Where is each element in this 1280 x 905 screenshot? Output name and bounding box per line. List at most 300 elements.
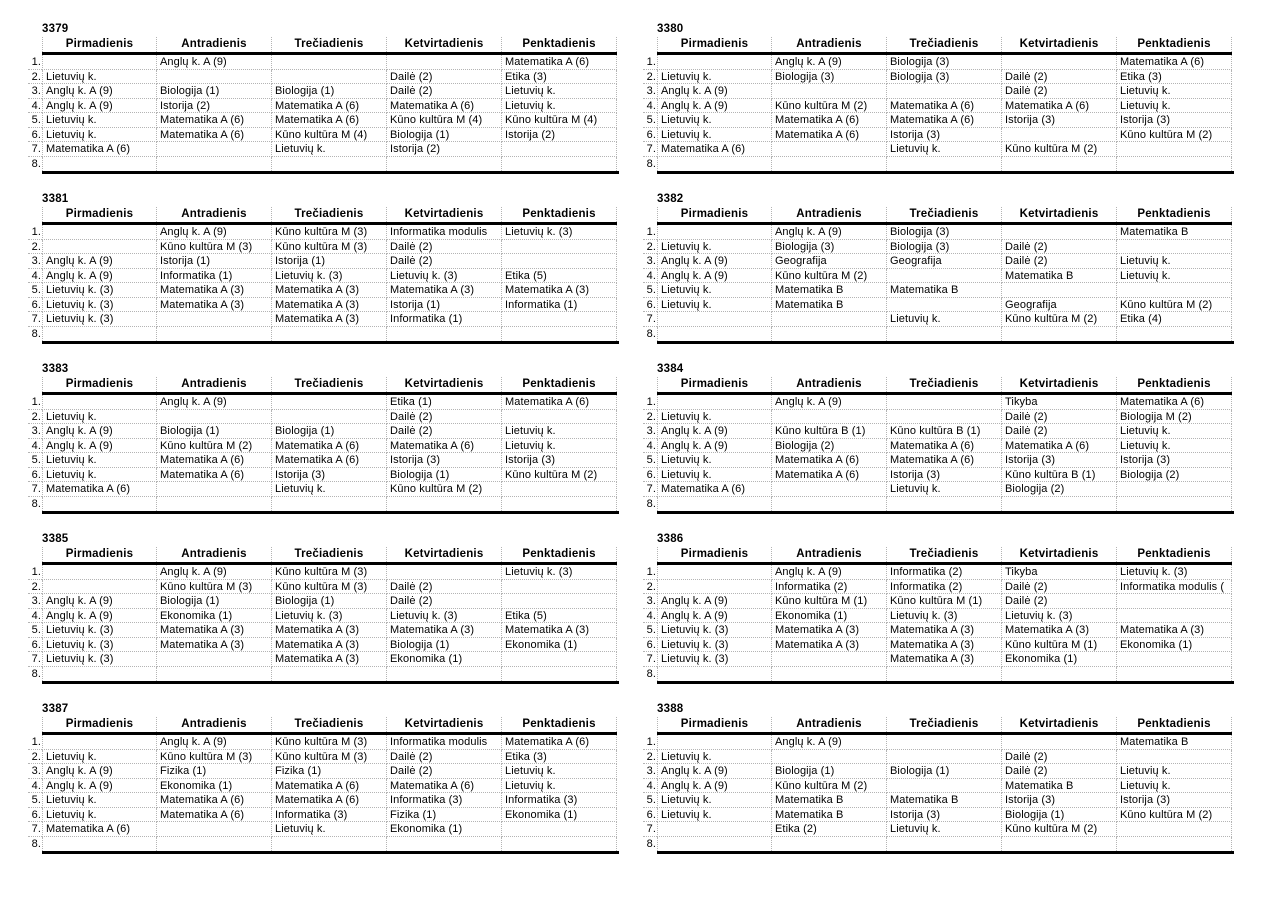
lesson-cell: Kūno kultūra M (2) [157,439,272,454]
lesson-cell: Istorija (2) [502,128,617,143]
row-number: 7. [28,822,42,837]
lesson-cell [42,837,157,852]
lesson-cell [772,84,887,99]
lesson-cell: Matematika A (6) [42,142,157,157]
lesson-cell [157,497,272,512]
table-bottom-rule [42,511,619,514]
lesson-cell [157,327,272,342]
lesson-cell: Biologija (1) [272,84,387,99]
day-header: Antradienis [772,207,887,222]
lesson-cell [887,735,1002,750]
table-bottom-rule [657,851,1234,854]
lesson-cell: Matematika A (6) [157,113,272,128]
lesson-cell [502,240,617,255]
row-number: 1. [643,565,657,580]
row-number: 2. [28,240,42,255]
table-row [643,312,1243,327]
lesson-cell [772,482,887,497]
lesson-cell: Kūno kultūra M (2) [772,779,887,794]
row-number: 3. [28,594,42,609]
day-header: Trečiadienis [272,547,387,562]
day-header: Penktadienis [502,377,617,392]
lesson-cell [502,312,617,327]
lesson-cell: Istorija (3) [1002,113,1117,128]
lesson-cell: Etika (4) [1117,312,1232,327]
row-number: 6. [643,128,657,143]
lesson-cell [42,735,157,750]
lesson-cell: Kūno kultūra B (1) [772,424,887,439]
lesson-cell: Informatika (3) [502,793,617,808]
lesson-cell: Matematika A (6) [772,468,887,483]
day-header: Pirmadienis [657,37,772,52]
lesson-cell: Lietuvių k. [1117,439,1232,454]
table-row [643,240,1243,255]
lesson-cell: Kūno kultūra B (1) [887,424,1002,439]
lesson-cell: Lietuvių k. (3) [657,652,772,667]
lesson-cell: Istorija (3) [502,453,617,468]
lesson-cell: Istorija (3) [1002,793,1117,808]
lesson-cell [272,70,387,85]
table-row [28,468,628,483]
lesson-cell [502,667,617,682]
table-row [643,837,1243,852]
lesson-cell [387,157,502,172]
lesson-cell: Matematika A (6) [887,439,1002,454]
timetable-block-3388 [643,702,1243,854]
lesson-cell [1002,497,1117,512]
lesson-cell [657,735,772,750]
lesson-cell: Kūno kultūra M (2) [387,482,502,497]
lesson-cell: Kūno kultūra B (1) [1002,468,1117,483]
table-row [28,113,628,128]
lesson-cell [502,410,617,425]
timetable-id: 3385 [42,533,69,545]
lesson-cell: Matematika B [1002,779,1117,794]
lesson-cell: Dailė (2) [387,580,502,595]
table-row [643,254,1243,269]
row-number: 6. [28,468,42,483]
lesson-cell: Dailė (2) [1002,580,1117,595]
row-number: 3. [28,84,42,99]
lesson-cell: Etika (3) [502,750,617,765]
lesson-cell [887,395,1002,410]
table-row [28,793,628,808]
row-number: 8. [646,157,656,170]
row-number: 5. [28,453,42,468]
lesson-cell [272,667,387,682]
table-row [643,808,1243,823]
lesson-cell: Anglų k. A (9) [772,55,887,70]
day-header: Ketvirtadienis [1002,37,1117,52]
lesson-cell: Lietuvių k. [502,424,617,439]
lesson-cell [42,497,157,512]
day-header: Ketvirtadienis [1002,547,1117,562]
day-header-row [42,37,617,55]
lesson-cell: Matematika A (3) [387,623,502,638]
row-number: 6. [643,808,657,823]
table-row [643,638,1243,653]
lesson-cell [272,410,387,425]
lesson-cell: Istorija (3) [887,808,1002,823]
lesson-cell: Anglų k. A (9) [772,395,887,410]
day-header: Pirmadienis [657,547,772,562]
lesson-cell: Informatika (2) [772,580,887,595]
day-header: Ketvirtadienis [1002,377,1117,392]
lesson-cell [887,410,1002,425]
lesson-cell: Dailė (2) [387,424,502,439]
lesson-cell: Lietuvių k. [887,142,1002,157]
lesson-cell: Anglų k. A (9) [657,609,772,624]
lesson-cell: Lietuvių k. (3) [272,269,387,284]
lesson-cell: Ekonomika (1) [1117,638,1232,653]
lesson-cell: Informatika (1) [387,312,502,327]
lesson-cell: Lietuvių k. (3) [42,652,157,667]
lesson-cell: Anglų k. A (9) [772,735,887,750]
table-row [28,482,628,497]
lesson-cell: Istorija (3) [1117,113,1232,128]
lesson-cell [887,298,1002,313]
timetable-body [643,225,1243,341]
row-number: 4. [643,99,657,114]
lesson-cell: Istorija (3) [272,468,387,483]
lesson-cell [42,157,157,172]
lesson-cell: Kūno kultūra M (3) [272,565,387,580]
row-number: 3. [643,424,657,439]
timetable-block-3384 [643,362,1243,514]
table-row [643,667,1243,682]
day-header: Ketvirtadienis [387,207,502,222]
lesson-cell: Lietuvių k. [657,793,772,808]
lesson-cell [1117,283,1232,298]
lesson-cell: Matematika B [772,793,887,808]
day-header: Pirmadienis [42,377,157,392]
row-number: 2. [28,70,42,85]
lesson-cell [157,142,272,157]
lesson-cell [502,594,617,609]
lesson-cell: Dailė (2) [387,70,502,85]
row-number: 7. [28,142,42,157]
lesson-cell: Dailė (2) [1002,70,1117,85]
lesson-cell: Biologija (1) [272,594,387,609]
timetable-block-3386 [643,532,1243,684]
row-number: 4. [643,439,657,454]
lesson-cell [772,410,887,425]
table-row [643,764,1243,779]
day-header: Penktadienis [1117,377,1232,392]
lesson-cell: Tikyba [1002,395,1117,410]
lesson-cell: Dailė (2) [387,84,502,99]
table-row [28,609,628,624]
lesson-cell: Lietuvių k. [887,822,1002,837]
lesson-cell [772,667,887,682]
lesson-cell: Lietuvių k. [657,410,772,425]
lesson-cell: Kūno kultūra M (2) [1002,312,1117,327]
lesson-cell: Istorija (3) [1117,793,1232,808]
day-header: Trečiadienis [272,377,387,392]
table-row [28,808,628,823]
lesson-cell [772,142,887,157]
lesson-cell [42,55,157,70]
lesson-cell: Anglų k. A (9) [42,99,157,114]
lesson-cell: Matematika A (6) [1117,395,1232,410]
table-row [28,667,628,682]
lesson-cell [887,837,1002,852]
lesson-cell: Biologija (1) [387,128,502,143]
lesson-cell: Biologija (1) [157,594,272,609]
timetable-id: 3384 [657,363,684,375]
row-number: 5. [28,793,42,808]
lesson-cell [1002,837,1117,852]
lesson-cell: Matematika B [772,283,887,298]
lesson-cell [387,667,502,682]
lesson-cell [657,55,772,70]
day-header: Trečiadienis [887,717,1002,732]
lesson-cell: Matematika A (6) [157,793,272,808]
lesson-cell: Matematika A (6) [272,779,387,794]
lesson-cell: Lietuvių k. (3) [42,638,157,653]
lesson-cell: Lietuvių k. (3) [657,623,772,638]
lesson-cell: Matematika B [772,298,887,313]
timetable-block-3385 [28,532,628,684]
lesson-cell [502,837,617,852]
lesson-cell: Informatika (2) [887,565,1002,580]
day-header: Pirmadienis [657,207,772,222]
lesson-cell [887,779,1002,794]
lesson-cell: Matematika A (6) [387,439,502,454]
lesson-cell: Dailė (2) [387,254,502,269]
lesson-cell: Biologija (3) [772,240,887,255]
lesson-cell: Istorija (3) [887,128,1002,143]
row-number: 8. [31,497,41,510]
day-header-row [657,717,1232,735]
lesson-cell: Fizika (1) [387,808,502,823]
lesson-cell: Kūno kultūra M (2) [772,269,887,284]
day-header: Pirmadienis [657,717,772,732]
lesson-cell: Lietuvių k. (3) [42,298,157,313]
lesson-cell: Ekonomika (1) [157,609,272,624]
table-row [643,410,1243,425]
table-row [643,70,1243,85]
lesson-cell: Lietuvių k. [502,84,617,99]
lesson-cell: Biologija (3) [772,70,887,85]
table-bottom-rule [42,851,619,854]
lesson-cell: Kūno kultūra M (1) [887,594,1002,609]
lesson-cell: Istorija (2) [387,142,502,157]
lesson-cell: Lietuvių k. [42,70,157,85]
day-header: Pirmadienis [42,547,157,562]
day-header-row [657,207,1232,225]
table-row [28,254,628,269]
lesson-cell: Matematika A (3) [772,623,887,638]
lesson-cell: Matematika B [1002,269,1117,284]
table-row [28,565,628,580]
row-number: 3. [643,254,657,269]
timetable-block-3381 [28,192,628,344]
table-row [643,99,1243,114]
row-number: 1. [643,55,657,70]
lesson-cell: Matematika A (3) [157,283,272,298]
table-row [28,395,628,410]
lesson-cell: Matematika A (6) [1002,439,1117,454]
lesson-cell [887,327,1002,342]
lesson-cell [157,482,272,497]
lesson-cell [1117,240,1232,255]
row-number: 8. [646,497,656,510]
table-row [643,128,1243,143]
lesson-cell: Kūno kultūra M (2) [772,99,887,114]
timetable-id: 3387 [42,703,69,715]
table-row [643,55,1243,70]
table-row [28,750,628,765]
lesson-cell [42,225,157,240]
lesson-cell: Matematika A (6) [887,453,1002,468]
lesson-cell: Lietuvių k. [657,750,772,765]
table-row [643,439,1243,454]
lesson-cell [502,327,617,342]
table-row [28,157,628,172]
lesson-cell: Fizika (1) [272,764,387,779]
lesson-cell: Matematika A (6) [502,55,617,70]
day-header: Antradienis [157,377,272,392]
row-number: 2. [28,580,42,595]
lesson-cell: Anglų k. A (9) [42,269,157,284]
timetable-body [28,55,628,171]
lesson-cell: Matematika B [887,283,1002,298]
row-number: 5. [643,283,657,298]
table-row [643,609,1243,624]
lesson-cell: Lietuvių k. (3) [657,638,772,653]
table-row [28,283,628,298]
table-row [643,565,1243,580]
table-row [28,652,628,667]
day-header: Penktadienis [502,37,617,52]
row-number: 1. [643,735,657,750]
table-row [28,298,628,313]
table-row [643,468,1243,483]
lesson-cell [772,652,887,667]
table-row [28,623,628,638]
day-header: Antradienis [157,37,272,52]
lesson-cell: Kūno kultūra M (4) [502,113,617,128]
row-number: 4. [28,99,42,114]
lesson-cell [657,580,772,595]
day-header: Trečiadienis [887,377,1002,392]
lesson-cell: Lietuvių k. [502,439,617,454]
lesson-cell: Matematika A (3) [272,623,387,638]
lesson-cell [657,497,772,512]
lesson-cell [42,565,157,580]
table-row [28,84,628,99]
timetable-id: 3382 [657,193,684,205]
lesson-cell: Dailė (2) [1002,424,1117,439]
lesson-cell: Etika (1) [387,395,502,410]
lesson-cell: Anglų k. A (9) [42,424,157,439]
table-bottom-rule [42,171,619,174]
day-header: Antradienis [157,547,272,562]
lesson-cell: Matematika A (6) [1117,55,1232,70]
lesson-cell: Istorija (1) [157,254,272,269]
lesson-cell: Ekonomika (1) [772,609,887,624]
lesson-cell: Lietuvių k. [887,482,1002,497]
row-number: 4. [643,779,657,794]
lesson-cell: Kūno kultūra M (1) [1002,638,1117,653]
lesson-cell: Ekonomika (1) [387,652,502,667]
row-number: 3. [643,84,657,99]
table-row [643,327,1243,342]
lesson-cell [1117,594,1232,609]
row-number: 5. [643,453,657,468]
lesson-cell [502,254,617,269]
day-header: Trečiadienis [887,207,1002,222]
lesson-cell [887,157,1002,172]
lesson-cell [272,497,387,512]
lesson-cell [887,750,1002,765]
table-row [28,269,628,284]
row-number: 1. [28,395,42,410]
table-row [28,638,628,653]
row-number: 1. [643,395,657,410]
row-number: 2. [28,410,42,425]
lesson-cell [42,395,157,410]
lesson-cell: Matematika A (6) [272,793,387,808]
lesson-cell: Anglų k. A (9) [42,594,157,609]
lesson-cell: Biologija (1) [387,638,502,653]
day-header: Antradienis [157,207,272,222]
lesson-cell: Informatika modulis [387,225,502,240]
lesson-cell: Matematika A (3) [387,283,502,298]
table-row [643,157,1243,172]
day-header: Antradienis [772,37,887,52]
day-header: Antradienis [772,547,887,562]
day-header-row [657,37,1232,55]
timetable-id: 3380 [657,23,684,35]
row-number: 1. [643,225,657,240]
lesson-cell: Matematika A (6) [387,779,502,794]
lesson-cell: Informatika modulis ( [1117,580,1232,595]
row-number: 4. [28,779,42,794]
lesson-cell: Matematika B [1117,735,1232,750]
lesson-cell [657,667,772,682]
day-header: Penktadienis [502,717,617,732]
row-number: 7. [28,652,42,667]
lesson-cell: Anglų k. A (9) [42,779,157,794]
table-row [643,113,1243,128]
timetable-id: 3381 [42,193,69,205]
lesson-cell: Lietuvių k. (3) [387,269,502,284]
table-row [643,623,1243,638]
table-row [28,128,628,143]
table-row [643,779,1243,794]
lesson-cell: Dailė (2) [1002,240,1117,255]
row-number: 3. [643,594,657,609]
row-number: 8. [646,667,656,680]
table-row [28,580,628,595]
table-row [28,327,628,342]
lesson-cell: Matematika A (6) [502,735,617,750]
lesson-cell: Geografija [1002,298,1117,313]
row-number: 6. [643,638,657,653]
lesson-cell: Lietuvių k. [272,142,387,157]
row-number: 3. [28,424,42,439]
lesson-cell: Matematika A (3) [157,298,272,313]
lesson-cell: Lietuvių k. (3) [887,609,1002,624]
lesson-cell: Matematika A (6) [42,822,157,837]
lesson-cell: Anglų k. A (9) [157,395,272,410]
table-row [28,55,628,70]
lesson-cell: Anglų k. A (9) [657,424,772,439]
day-header: Ketvirtadienis [1002,207,1117,222]
lesson-cell [887,667,1002,682]
